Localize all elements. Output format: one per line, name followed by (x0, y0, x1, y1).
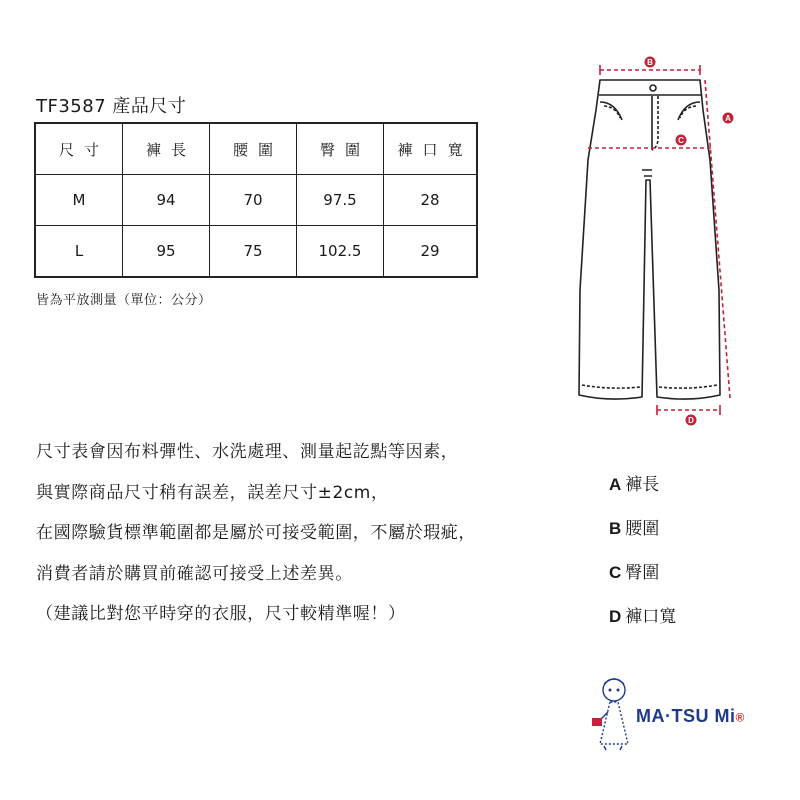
legend-item (609, 595, 676, 639)
table-cell: 29 (384, 226, 478, 278)
table-cell: 75 (210, 226, 297, 278)
legend-key: D (609, 607, 622, 626)
header-cell: 臀圍 (297, 123, 384, 175)
legend-key: A (609, 475, 622, 494)
legend-key: C (609, 563, 622, 582)
marker-b-label: B (647, 58, 653, 67)
measure-line-a (705, 80, 730, 398)
note-line: 在國際驗貨標準範圍都是屬於可接受範圍，不屬於瑕疵， (36, 523, 476, 543)
crotch-detail (642, 170, 652, 176)
legend-key: B (609, 519, 622, 538)
legend-item (609, 507, 676, 551)
header-cell: 腰圍 (210, 123, 297, 175)
table-row (35, 226, 477, 278)
registered-mark: ® (735, 710, 745, 725)
table-cell: 97.5 (297, 175, 384, 226)
legend-label: 褲口寬 (625, 607, 677, 627)
brand-logo-text (636, 706, 745, 727)
left-pocket (600, 102, 622, 120)
fly-stitch (652, 96, 658, 150)
note-line: （建議比對您平時穿的衣服，尺寸較精準喔！） (36, 604, 406, 624)
brand-mascot-logo (588, 672, 638, 752)
pants-outline (579, 80, 720, 399)
button-icon (650, 85, 656, 91)
disclaimer-notes (36, 432, 576, 635)
right-pocket (678, 102, 700, 120)
marker-a-label: A (725, 114, 731, 123)
brand-name: MA·TSU Mi (636, 706, 736, 726)
note-line: 消費者請於購買前確認可接受上述差異。 (36, 563, 353, 584)
table-cell: 94 (123, 175, 210, 226)
legend-item (609, 551, 676, 595)
measurement-legend (609, 463, 676, 639)
table-cell: M (35, 175, 123, 226)
header-cell: 褲長 (123, 123, 210, 175)
pants-diagram (560, 40, 780, 440)
legend-label: 臀圍 (625, 563, 660, 583)
table-cell: 28 (384, 175, 478, 226)
table-header-row (35, 123, 477, 175)
table-cell: 102.5 (297, 226, 384, 278)
table-cell: 95 (123, 226, 210, 278)
note-line: 尺寸表會因布料彈性、水洗處理、測量起訖點等因素， (36, 442, 459, 462)
header-cell: 尺寸 (35, 123, 123, 175)
legend-label: 褲長 (625, 475, 660, 495)
header-cell: 褲口寬 (384, 123, 478, 175)
legend-item (609, 463, 676, 507)
marker-d-label: D (688, 416, 694, 425)
marker-c-label: C (678, 136, 684, 145)
table-cell: 70 (210, 175, 297, 226)
size-table (34, 122, 478, 278)
table-row (35, 175, 477, 226)
table-cell: L (35, 226, 123, 278)
legend-label: 腰圍 (625, 519, 660, 539)
page-title: TF3587 產品尺寸 (36, 96, 187, 117)
measurement-note: 皆為平放測量（單位：公分） (36, 293, 212, 308)
hem-stitch (582, 385, 717, 388)
note-line: 與實際商品尺寸稍有誤差，誤差尺寸±2cm， (36, 482, 389, 503)
